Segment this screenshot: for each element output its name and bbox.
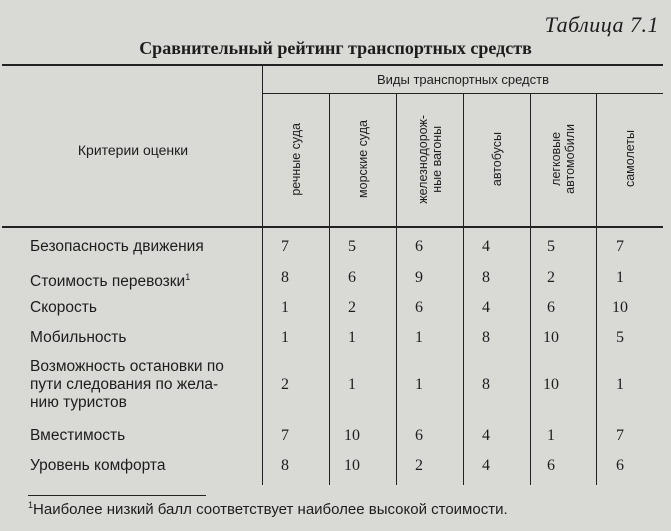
column-header-label: легковые автомобили [549, 124, 577, 194]
table-cell: 4 [482, 299, 490, 316]
table-cell: 7 [281, 238, 289, 255]
table-cell: 4 [482, 238, 490, 255]
table-cell: 1 [281, 329, 289, 346]
table-cell: 5 [616, 329, 624, 346]
table-cell: 1 [415, 376, 423, 393]
table-cell: 5 [348, 238, 356, 255]
table-cell: 6 [415, 299, 423, 316]
table-cell: 1 [415, 329, 423, 346]
criteria-header: Критерии оценки [77, 142, 189, 158]
table-cell: 10 [543, 329, 559, 346]
criterion-label [30, 238, 262, 256]
table-cell: 10 [344, 457, 360, 474]
criterion-text: Мобильность [30, 329, 127, 346]
table-cell: 2 [348, 299, 356, 316]
table-cell: 1 [616, 269, 624, 286]
criterion-text: Вместимость [30, 427, 126, 444]
table-cell: 4 [482, 427, 490, 444]
table-cell: 1 [616, 376, 624, 393]
top-rule [2, 64, 663, 66]
criterion-label [30, 457, 262, 475]
table-cell: 1 [348, 376, 356, 393]
table-cell: 6 [616, 457, 624, 474]
criterion-label [30, 299, 262, 317]
column-header-label: автобусы [489, 131, 504, 187]
table-cell: 10 [344, 427, 360, 444]
column-header-label: самолеты [622, 130, 637, 188]
column-header [530, 94, 596, 224]
table-cell: 8 [281, 269, 289, 286]
table-cell: 1 [281, 299, 289, 316]
table-cell: 10 [543, 376, 559, 393]
column-header [596, 94, 663, 224]
table-cell: 2 [415, 457, 423, 474]
table-cell: 9 [415, 269, 423, 286]
table-cell: 7 [281, 427, 289, 444]
column-header [329, 94, 396, 224]
table-cell: 5 [547, 238, 555, 255]
criterion-text: Возможность остановки по пути следования по жела- нию туристов [30, 358, 224, 411]
table-cell: 8 [281, 457, 289, 474]
transport-types-header: Виды транспортных средств [377, 72, 549, 87]
table-cell: 8 [482, 329, 490, 346]
criterion-text: Безопасность движения [30, 238, 204, 255]
criterion-text: Скорость [30, 299, 97, 316]
table-cell: 6 [415, 238, 423, 255]
table-cell: 7 [616, 238, 624, 255]
table-number: Таблица 7.1 [544, 12, 659, 37]
table-cell: 1 [348, 329, 356, 346]
table-cell: 8 [482, 269, 490, 286]
column-header [262, 94, 329, 224]
table-cell: 6 [547, 299, 555, 316]
criterion-label [30, 268, 262, 291]
column-header-label: морские суда [355, 120, 370, 198]
table-cell: 6 [415, 427, 423, 444]
table-cell: 2 [281, 376, 289, 393]
table-cell: 6 [547, 457, 555, 474]
footnote [28, 500, 508, 518]
criterion-label [30, 358, 262, 412]
table-cell: 1 [547, 427, 555, 444]
column-header-label: железнодорож- ные вагоны [415, 114, 444, 204]
table-cell: 4 [482, 457, 490, 474]
header-bottom-rule [2, 226, 663, 228]
footnote-text: Наиболее низкий балл соответствует наиболее высокой стоимости. [33, 501, 508, 518]
column-header [463, 94, 530, 224]
footnote-mark: 1 [185, 272, 191, 282]
table-cell: 2 [547, 269, 555, 286]
footnote-mark: 1 [28, 500, 34, 510]
table-cell: 10 [612, 299, 628, 316]
footnote-rule [28, 495, 206, 496]
column-header-label: речные суда [288, 122, 303, 196]
criterion-label [30, 427, 262, 445]
criterion-text: Уровень комфорта [30, 457, 166, 474]
table-cell: 8 [482, 376, 490, 393]
table-title: Сравнительный рейтинг транспортных средств [139, 38, 532, 58]
criterion-text: Стоимость перевозки [30, 273, 186, 291]
criterion-label [30, 329, 262, 347]
column-header [396, 94, 463, 224]
table-cell: 6 [348, 269, 356, 286]
table-cell: 7 [616, 427, 624, 444]
